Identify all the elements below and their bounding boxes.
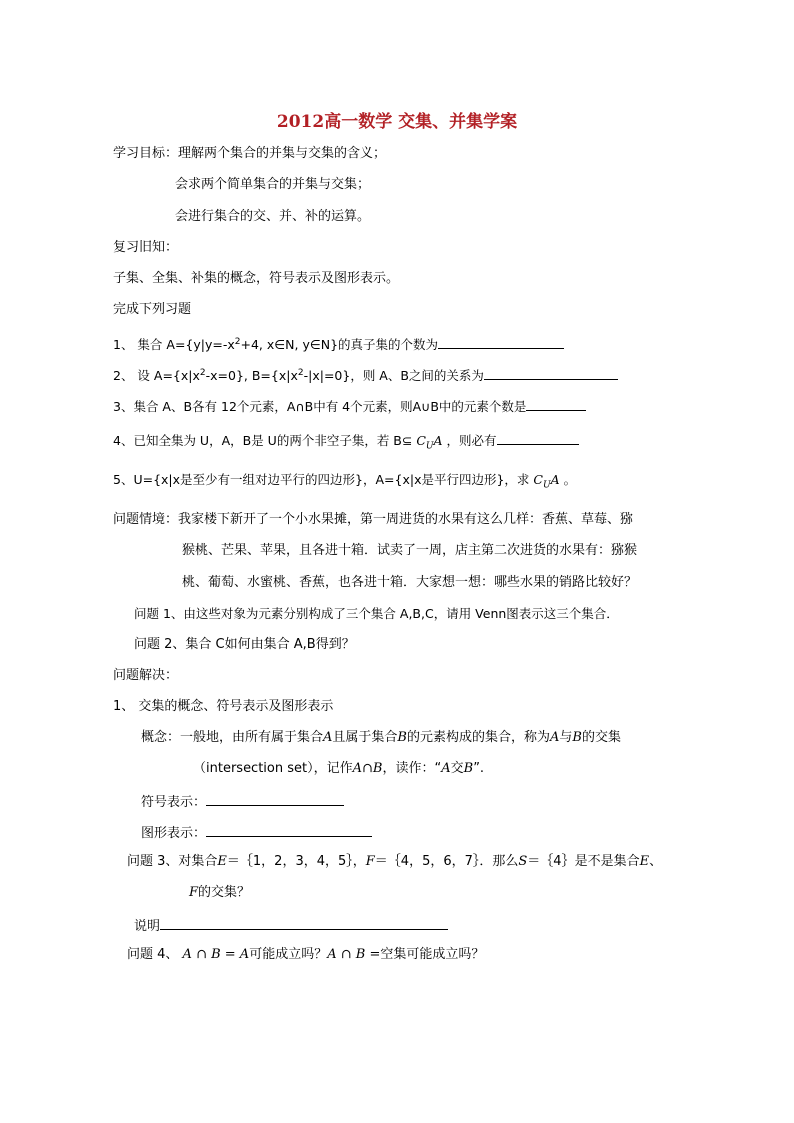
p3-text-a: 问题 3、对集合 <box>127 854 218 869</box>
question-5 <box>113 471 576 495</box>
goal-2: 会求两个简单集合的并集与交集； <box>175 177 371 192</box>
solve-section-1: 1、 交集的概念、符号表示及图形表示 <box>113 699 334 714</box>
p3-text-e: 、 <box>649 854 663 869</box>
q1-text-a: 1、 集合 A={y|y=-x <box>113 337 235 353</box>
q4-text-b: ，则必有 <box>442 433 497 448</box>
explain-line <box>134 915 448 936</box>
p3-var-f-2: F <box>189 885 199 900</box>
p4-text-c: 空集可能成立吗？ <box>380 947 485 962</box>
exercise-heading: 完成下列习题 <box>113 302 192 317</box>
p3-var-f: F <box>365 854 375 869</box>
problem-3-line-2 <box>189 884 250 902</box>
symbol-line <box>141 791 344 812</box>
concept-var-b: B <box>397 730 407 745</box>
concept-line-2 <box>193 760 484 778</box>
q2-text-c: -|x|=0}，则 A、B之间的关系为 <box>303 368 484 384</box>
q5-text-b: 。 <box>559 472 577 487</box>
q5-text-a: 5、U={x|x是至少有一组对边平行的四边形}，A={x|x是平行四边形}，求 <box>113 472 534 487</box>
question-3 <box>113 396 586 416</box>
q3-text: 3、集合 A、B各有 12个元素，A∩B中有 4个元素，则A∪B中的元素个数是 <box>113 399 527 414</box>
problem-1: 问题 1、由这些对象为元素分别构成了三个集合 A,B,C，请用 Venn图表示这三个集合． <box>134 606 619 621</box>
goal-3: 会进行集合的交、并、补的运算。 <box>175 209 371 224</box>
p3-text-f: 的交集？ <box>198 885 251 900</box>
q5-complement-u: U <box>542 480 551 491</box>
concept2-text-c: 交 <box>450 761 464 776</box>
concept-text-d: 与 <box>559 730 573 745</box>
situation-label: 问题情境： <box>113 512 179 527</box>
symbol-label: 符号表示： <box>141 795 207 810</box>
figure-answer-blank[interactable] <box>206 822 372 837</box>
page-title: 2012高一数学 交集、并集学案 <box>276 112 518 132</box>
q4-answer-blank[interactable] <box>497 430 579 445</box>
q4-complement-c: C <box>416 433 426 448</box>
concept-line-1 <box>141 729 621 747</box>
p3-var-e-2: E <box>639 854 650 869</box>
q2-answer-blank[interactable] <box>484 365 618 380</box>
p4-text-b: 可能成立吗？ <box>249 947 328 962</box>
p3-text-d: ＝｛4｝是不是集合 <box>527 854 640 869</box>
concept-text-b: 且属于集合 <box>332 730 398 745</box>
problem-2: 问题 2、集合 C如何由集合 A,B得到？ <box>134 637 355 652</box>
q2-sup-1: 2 <box>199 368 206 378</box>
explain-label: 说明 <box>134 919 161 934</box>
situation-text-1: 我家楼下新开了一个小水果摊，第一周进货的水果有这么几样：香蕉、草莓、猕 <box>178 512 634 527</box>
symbol-answer-blank[interactable] <box>206 791 344 806</box>
q4-set-a: A <box>433 433 443 448</box>
goals-label: 学习目标： <box>113 146 179 161</box>
q5-complement-c: C <box>533 472 543 487</box>
q4-complement-u: U <box>425 441 434 452</box>
q3-answer-blank[interactable] <box>526 396 586 411</box>
question-1 <box>113 333 564 354</box>
q4-text-a: 4、已知全集为 U，A，B是 U的两个非空子集，若 B⊆ <box>113 433 417 448</box>
q2-text-b: -x=0}, B={x|x <box>205 368 298 384</box>
figure-label: 图形表示： <box>141 826 207 841</box>
review-heading: 复习旧知： <box>113 240 179 255</box>
goals-line-1 <box>113 145 386 163</box>
concept2-text-d: ”. <box>473 761 485 776</box>
concept2-a-cap-b: A∩B <box>352 761 383 776</box>
q2-text-a: 2、 设 A={x|x <box>113 368 200 384</box>
problem-3-line-1 <box>127 853 662 871</box>
q2-sup-2: 2 <box>297 368 304 378</box>
p4-math-2: A ∩ B = <box>327 947 381 962</box>
q1-sup: 2 <box>234 337 241 347</box>
figure-line <box>141 822 372 843</box>
solve-heading: 问题解决： <box>113 668 179 683</box>
concept2-text-a: （intersection set），记作 <box>193 761 353 776</box>
situation-text-3: 桃、葡萄、水蜜桃、香蕉，也各进十箱．大家想一想：哪些水果的销路比较好？ <box>182 575 638 590</box>
p3-var-e: E <box>217 854 227 869</box>
concept2-text-b: ，读作：“ <box>382 761 442 776</box>
concept-text-e: 的交集 <box>581 730 621 745</box>
concept-var-a: A <box>323 730 333 745</box>
question-4 <box>113 430 579 456</box>
p3-text-b: ＝｛1，2，3，4，5｝， <box>226 854 366 869</box>
concept-var-b-2: B <box>572 730 582 745</box>
q1-answer-blank[interactable] <box>438 334 564 349</box>
concept2-var-b: B <box>463 761 474 776</box>
review-line: 子集、全集、补集的概念，符号表示及图形表示。 <box>113 271 400 286</box>
situation-line-1 <box>113 511 633 529</box>
p3-text-c: ＝｛4，5，6，7｝．那么 <box>374 854 519 869</box>
question-2 <box>113 364 618 385</box>
concept2-var-a: A <box>441 761 451 776</box>
explain-answer-blank[interactable] <box>160 915 448 930</box>
p3-var-s: S <box>518 854 528 869</box>
p4-math-1: A ∩ B = A <box>182 947 250 962</box>
concept-var-a-2: A <box>550 730 560 745</box>
q5-set-a: A <box>550 472 560 487</box>
situation-text-2: 猴桃、芒果、苹果，且各进十箱．试卖了一周，店主第二次进货的水果有：猕猴 <box>182 543 638 558</box>
goal-1: 理解两个集合的并集与交集的含义； <box>178 146 387 161</box>
concept-text-a: 概念：一般地，由所有属于集合 <box>141 730 324 745</box>
q1-text-b: +4, x∈N, y∈N}的真子集的个数为 <box>240 337 439 353</box>
concept-text-c: 的元素构成的集合，称为 <box>406 730 550 745</box>
problem-4 <box>127 946 484 964</box>
p4-text-a: 问题 4、 <box>127 947 179 962</box>
